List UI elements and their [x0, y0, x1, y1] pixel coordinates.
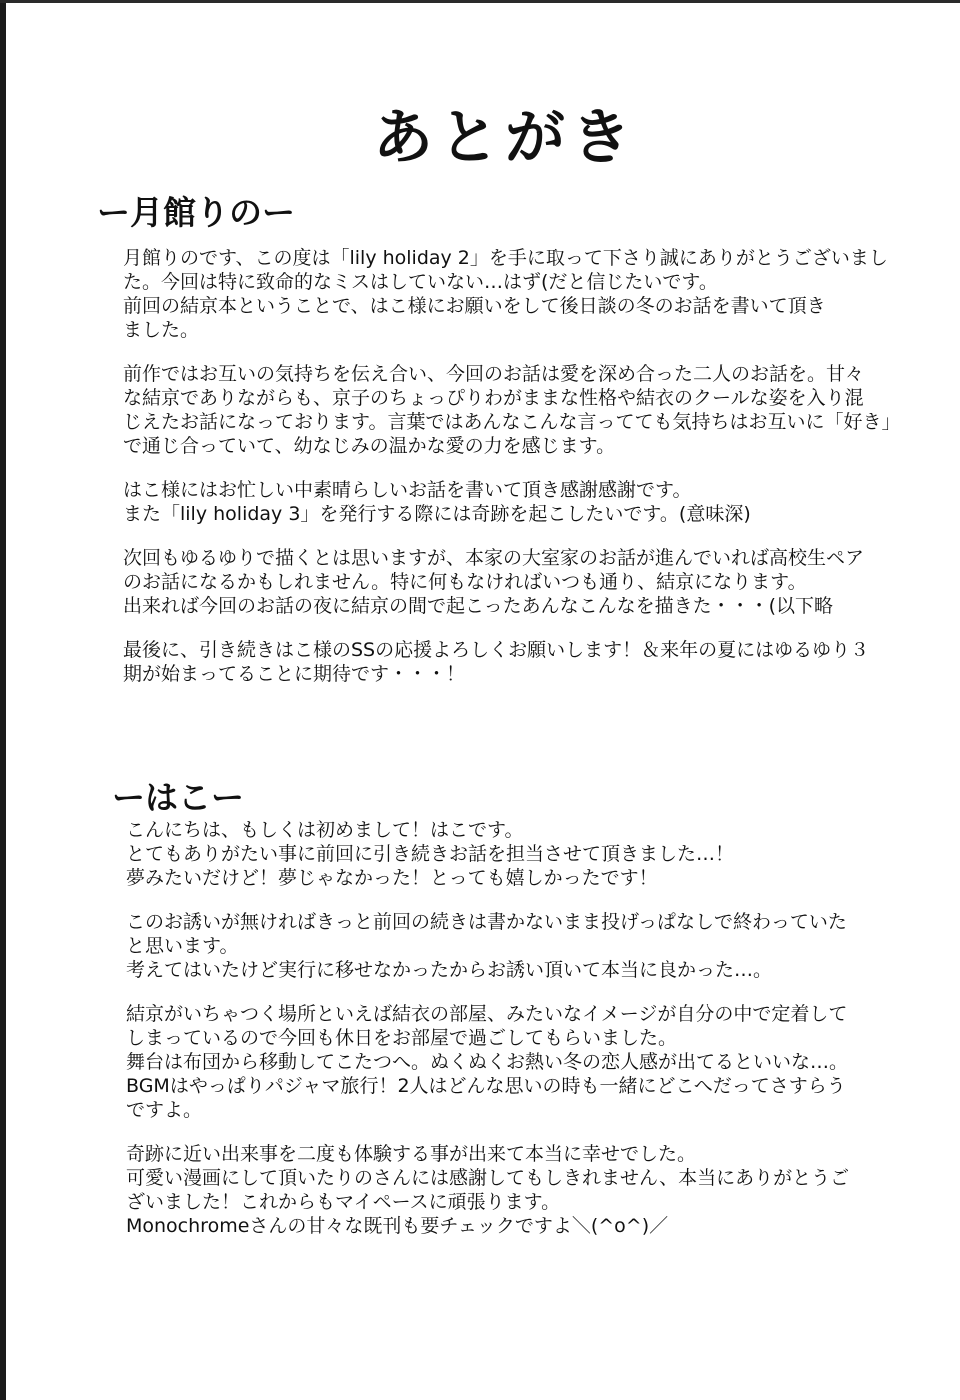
section-body-tsukidate-rino: [123, 246, 900, 686]
text-line: 前作ではお互いの気持ちを伝え合い、今回のお話は愛を深め合った二人のお話を。甘々: [123, 363, 865, 385]
section-heading-tsukidate-rino: ー月館りのー: [97, 193, 295, 232]
text-line: ですよ。: [126, 1099, 203, 1121]
text-line: BGMはやっぱりパジャマ旅行！2人はどんな思いの時も一緒にどこへだってさすらう: [126, 1075, 846, 1097]
text-line: 舞台は布団から移動してこたつへ。ぬくぬくお熱い冬の恋人感が出てるといいな…。: [126, 1051, 849, 1073]
paragraph: [123, 362, 900, 458]
text-line: 期が始まってることに期待です・・・！: [123, 663, 466, 685]
text-line: 月館りのです、この度は「lily holiday 2」を手に取って下さり誠にありがとうございまし: [123, 247, 888, 269]
text-line: Monochromeさんの甘々な既刊も要チェックですよ＼(^o^)／: [126, 1215, 669, 1237]
text-line: のお話になるかもしれません。特に何もなければいつも通り、結京になります。: [123, 571, 807, 593]
paragraph: [126, 1142, 849, 1238]
text-line: 最後に、引き続きはこ様のSSの応援よろしくお願いします！＆来年の夏にはゆるゆり３: [123, 639, 870, 661]
text-line: また「lily holiday 3」を発行する際には奇跡を起こしたいです。(意味深): [123, 503, 751, 525]
text-line: で通じ合っていて、幼なじみの温かな愛の力を感じます。: [123, 435, 616, 457]
scan-left-edge: [0, 0, 6, 1400]
paragraph: [123, 638, 900, 686]
paragraph: [123, 478, 900, 526]
scan-top-edge: [0, 0, 960, 3]
page-title: あとがき: [373, 103, 637, 173]
text-line: とてもありがたい事に前回に引き続きお話を担当させて頂きました…！: [126, 843, 735, 865]
text-line: と思います。: [126, 935, 239, 957]
text-line: じえたお話になっております。言葉ではあんなこんな言ってても気持ちはお互いに「好き」: [123, 411, 901, 433]
section-heading-hako: ーはこー: [112, 778, 244, 817]
paragraph: [123, 246, 900, 342]
text-line: このお誘いが無ければきっと前回の続きは書かないまま投げっぱなしで終わっていた: [126, 911, 847, 933]
text-line: な結京でありながらも、京子のちょっぴりわがままな性格や結衣のクールな姿を入り混: [123, 387, 864, 409]
text-line: 次回もゆるゆりで描くとは思いますが、本家の大室家のお話が進んでいれば高校生ペア: [123, 547, 865, 569]
text-line: 夢みたいだけど！夢じゃなかった！とっても嬉しかったです！: [126, 867, 658, 889]
text-line: はこ様にはお忙しい中素晴らしいお話を書いて頂き感謝感謝です。: [123, 479, 692, 501]
text-line: 結京がいちゃつく場所といえば結衣の部屋、みたいなイメージが自分の中で定着して: [126, 1003, 848, 1025]
text-line: 前回の結京本ということで、はこ様にお願いをして後日談の冬のお話を書いて頂き: [123, 295, 826, 317]
text-line: 可愛い漫画にして頂いたりのさんには感謝してもしきれません、本当にありがとうご: [126, 1167, 850, 1189]
section-body-hako: [126, 818, 849, 1238]
text-line: た。今回は特に致命的なミスはしていない…はず(だと信じたいです。: [123, 271, 718, 293]
paragraph: [126, 1002, 849, 1122]
paragraph: [126, 818, 849, 890]
text-line: 出来れば今回のお話の夜に結京の間で起こったあんなこんなを描きた・・・(以下略: [123, 595, 834, 617]
text-line: 奇跡に近い出来事を二度も体験する事が出来て本当に幸せでした。: [126, 1143, 697, 1165]
text-line: 考えてはいたけど実行に移せなかったからお誘い頂いて本当に良かった…。: [126, 959, 773, 981]
text-line: ざいました！これからもマイペースに頑張ります。: [126, 1191, 561, 1213]
text-line: こんにちは、もしくは初めまして！はこです。: [126, 819, 524, 841]
text-line: ました。: [123, 319, 200, 341]
text-line: しまっているので今回も休日をお部屋で過ごしてもらいました。: [126, 1027, 678, 1049]
paragraph: [123, 546, 900, 618]
paragraph: [126, 910, 849, 982]
